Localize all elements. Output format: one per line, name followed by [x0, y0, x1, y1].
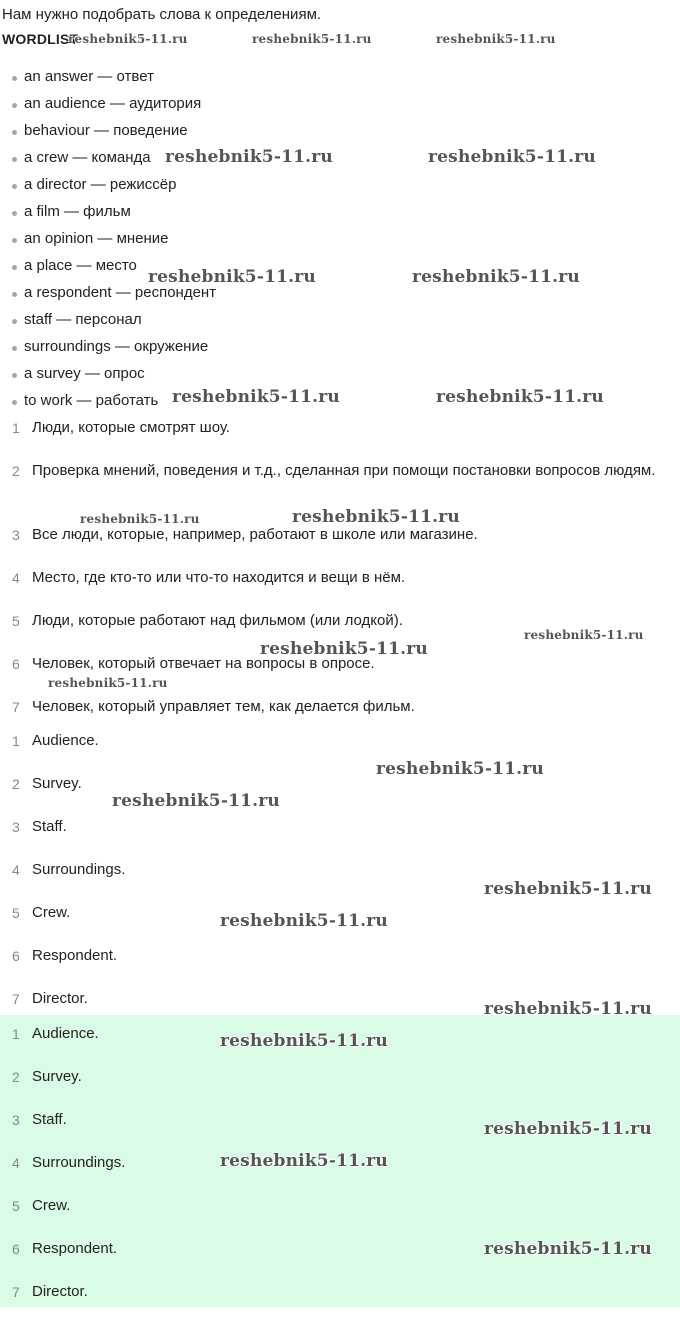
watermark: reshebnik5-11.ru	[436, 387, 604, 407]
item-number: 2	[12, 463, 20, 479]
definition-text: Люди, которые работают над фильмом (или лодкой).	[32, 612, 403, 629]
item-number: 4	[12, 862, 20, 878]
watermark: reshebnik5-11.ru	[484, 879, 652, 899]
watermark: reshebnik5-11.ru	[165, 147, 333, 167]
wordlist-heading: WORDLIST	[2, 31, 79, 47]
item-number: 2	[12, 776, 20, 792]
definition-text: Люди, которые смотрят шоу.	[32, 419, 231, 436]
wordlist-item: a place — место	[0, 257, 660, 284]
answer-item	[0, 813, 680, 856]
wordlist	[0, 68, 660, 419]
item-number: 6	[12, 948, 20, 964]
item-number: 7	[12, 991, 20, 1007]
wordlist-item: staff — персонал	[0, 311, 660, 338]
item-number: 6	[12, 1241, 20, 1257]
watermark: reshebnik5-11.ru	[524, 628, 644, 642]
answer-item	[0, 727, 680, 770]
answer-text: Respondent.	[32, 1240, 118, 1257]
item-number: 2	[12, 1069, 20, 1085]
watermark: reshebnik5-11.ru	[376, 759, 544, 779]
item-number: 4	[12, 570, 20, 586]
answer-text: Surroundings.	[32, 861, 126, 878]
wordlist-item: an opinion — мнение	[0, 230, 660, 257]
watermark: reshebnik5-11.ru	[252, 32, 372, 46]
wordlist-item: to work — работать	[0, 392, 660, 419]
item-number: 1	[12, 733, 20, 749]
watermark: reshebnik5-11.ru	[292, 507, 460, 527]
answer-text: Director.	[32, 1283, 88, 1300]
answer-text: Staff.	[32, 818, 67, 835]
answer-text: Director.	[32, 990, 88, 1007]
watermark: reshebnik5-11.ru	[80, 512, 200, 526]
wordlist-item: a film — фильм	[0, 203, 660, 230]
definition-item	[0, 564, 680, 607]
answer-text: Crew.	[32, 904, 71, 921]
definition-item	[0, 414, 680, 457]
item-number: 1	[12, 420, 20, 436]
watermark: reshebnik5-11.ru	[260, 639, 428, 659]
watermark: reshebnik5-11.ru	[428, 147, 596, 167]
watermark: reshebnik5-11.ru	[484, 999, 652, 1019]
item-number: 6	[12, 656, 20, 672]
watermark: reshebnik5-11.ru	[484, 1119, 652, 1139]
item-number: 7	[12, 699, 20, 715]
wordlist-item: an audience — аудитория	[0, 95, 660, 122]
watermark: reshebnik5-11.ru	[68, 32, 188, 46]
answer-text: Crew.	[32, 1197, 71, 1214]
watermark: reshebnik5-11.ru	[172, 387, 340, 407]
answer-text: Survey.	[32, 1068, 82, 1085]
watermark: reshebnik5-11.ru	[148, 267, 316, 287]
wordlist-item: surroundings — окружение	[0, 338, 660, 365]
watermark: reshebnik5-11.ru	[220, 911, 388, 931]
item-number: 3	[12, 819, 20, 835]
watermark: reshebnik5-11.ru	[412, 267, 580, 287]
watermark: reshebnik5-11.ru	[220, 1031, 388, 1051]
item-number: 3	[12, 1112, 20, 1128]
answer-item	[0, 1192, 680, 1235]
answer-item	[0, 1063, 680, 1106]
definition-item	[0, 521, 680, 564]
item-number: 1	[12, 1026, 20, 1042]
item-number: 5	[12, 1198, 20, 1214]
wordlist-item: an answer — ответ	[0, 68, 660, 95]
wordlist-item: a survey — опрос	[0, 365, 660, 392]
answer-item	[0, 942, 680, 985]
item-number: 5	[12, 613, 20, 629]
definition-text: Все люди, которые, например, работают в школе или магазине.	[32, 526, 478, 543]
wordlist-item: behaviour — поведение	[0, 122, 660, 149]
watermark: reshebnik5-11.ru	[48, 676, 168, 690]
answer-text: Surroundings.	[32, 1154, 126, 1171]
definition-text: Место, где кто-то или что-то находится и вещи в нём.	[32, 569, 406, 586]
definition-text: Человек, который отвечает на вопросы в опросе.	[32, 655, 375, 672]
watermark: reshebnik5-11.ru	[112, 791, 280, 811]
item-number: 3	[12, 527, 20, 543]
item-number: 7	[12, 1284, 20, 1300]
answer-text: Staff.	[32, 1111, 67, 1128]
answer-item	[0, 770, 680, 813]
answer-text: Audience.	[32, 732, 99, 749]
answer-text: Survey.	[32, 775, 82, 792]
answer-text: Respondent.	[32, 947, 118, 964]
wordlist-item: a crew — команда	[0, 149, 660, 176]
answer-text: Audience.	[32, 1025, 99, 1042]
definition-text: Проверка мнений, поведения и т.д., сделанная при помощи постановки вопросов людям.	[32, 462, 656, 479]
answers-list	[0, 727, 680, 1028]
wordlist-item: a director — режиссёр	[0, 176, 660, 203]
item-number: 5	[12, 905, 20, 921]
wordlist-item: a respondent — респондент	[0, 284, 660, 311]
definition-text: Человек, который управляет тем, как делается фильм.	[32, 698, 415, 715]
item-number: 4	[12, 1155, 20, 1171]
intro-text: Нам нужно подобрать слова к определениям.	[2, 6, 322, 23]
watermark: reshebnik5-11.ru	[484, 1239, 652, 1259]
watermark: reshebnik5-11.ru	[436, 32, 556, 46]
watermark: reshebnik5-11.ru	[220, 1151, 388, 1171]
answer-item	[0, 1278, 680, 1321]
